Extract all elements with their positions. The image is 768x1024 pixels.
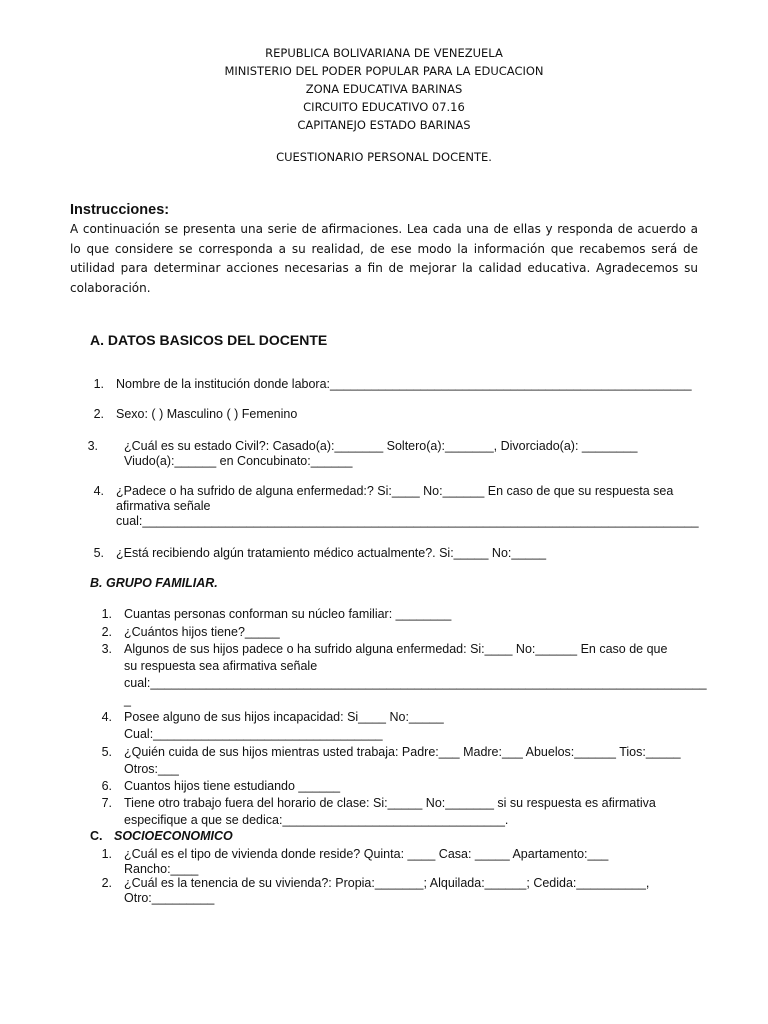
question-text: Rancho:____ (124, 862, 199, 876)
question-number: 1. (93, 377, 104, 391)
question-number: 7. (101, 796, 112, 810)
section-c-label: C. (90, 829, 103, 843)
question-number: 2. (101, 625, 112, 639)
header-line-1: REPUBLICA BOLIVARIANA DE VENEZUELA (265, 46, 503, 60)
instructions-text: A continuación se presenta una serie de afirmaciones. Lea cada una de ellas y responda de acuerdo a lo que considere se corresponda a su realidad, de ese modo la información que recabemos será de utilidad para determinar acciones necesarias a fin de mejorar la calidad educativa. Agradecemos su colaboración. (70, 222, 698, 295)
question-text: ¿Quién cuida de sus hijos mientras usted trabaja: Padre:___ Madre:___ Abuelos:______ Tios:_____ (124, 745, 681, 759)
question-text: su respuesta sea afirmativa señale (124, 659, 318, 673)
instructions-heading: Instrucciones: (70, 202, 170, 218)
question-text: ¿Está recibiendo algún tratamiento médico actualmente?. Si:_____ No:_____ (116, 546, 547, 560)
document-title: CUESTIONARIO PERSONAL DOCENTE. (276, 150, 492, 164)
question-number: 3. (87, 439, 98, 453)
question-text: Nombre de la institución donde labora:____________________________________________________ (116, 377, 692, 391)
question-number: 3. (101, 642, 112, 656)
question-text: Viudo(a):______ en Concubinato:______ (124, 454, 353, 468)
section-a-title: A. DATOS BASICOS DEL DOCENTE (90, 332, 328, 348)
question-text: afirmativa señale (116, 499, 211, 513)
question-text: Sexo: ( ) Masculino ( ) Femenino (116, 407, 298, 421)
question-text: Otros:___ (124, 762, 179, 776)
question-text: ¿Cuál es el tipo de vivienda donde reside? Quinta: ____ Casa: _____ Apartamento:___ (124, 847, 609, 861)
question-text: Tiene otro trabajo fuera del horario de clase: Si:_____ No:_______ si su respuesta es afirmativa (124, 796, 656, 810)
header-line-5: CAPITANEJO ESTADO BARINAS (297, 118, 471, 132)
header-line-2: MINISTERIO DEL PODER POPULAR PARA LA EDUCACION (224, 64, 544, 78)
question-number: 1. (101, 847, 112, 861)
section-c-title (90, 829, 233, 843)
header-line-4: CIRCUITO EDUCATIVO 07.16 (303, 100, 465, 114)
document-header (0, 44, 768, 134)
section-b-title: B. GRUPO FAMILIAR. (90, 576, 218, 590)
question-text: _ (124, 693, 131, 707)
header-line-3: ZONA EDUCATIVA BARINAS (305, 82, 463, 96)
question-text: Posee alguno de sus hijos incapacidad: Si____ No:_____ (124, 710, 444, 724)
question-text: Cuantos hijos tiene estudiando ______ (124, 779, 341, 793)
question-text: especifique a que se dedica:________________________________. (124, 813, 509, 827)
question-number: 5. (101, 745, 112, 759)
question-text: ¿Cuál es la tenencia de su vivienda?: Propia:_______; Alquilada:______; Cedida:__________, (124, 876, 650, 890)
question-text: Cuantas personas conforman su núcleo familiar: ________ (124, 607, 452, 621)
question-text: ¿Cuál es su estado Civil?: Casado(a):_______ Soltero(a):_______, Divorciado(a): ________ (124, 439, 638, 453)
question-text: cual:________________________________________________________________________________ (124, 676, 707, 690)
question-text: ¿Cuántos hijos tiene?_____ (124, 625, 280, 639)
section-c-name: SOCIOECONOMICO (114, 829, 233, 843)
question-number: 5. (93, 546, 104, 560)
question-text: Algunos de sus hijos padece o ha sufrido alguna enfermedad: Si:____ No:______ En caso de que (124, 642, 668, 656)
question-text: Cual:_________________________________ (124, 727, 383, 741)
question-number: 6. (101, 779, 112, 793)
question-text: ¿Padece o ha sufrido de alguna enfermedad:? Si:____ No:______ En caso de que su respuesta sea (116, 484, 674, 498)
question-number: 4. (101, 710, 112, 724)
question-text: cual:________________________________________________________________________________ (116, 514, 699, 528)
question-text: Otro:_________ (124, 891, 215, 905)
question-number: 1. (101, 607, 112, 621)
question-number: 2. (101, 876, 112, 890)
question-number: 4. (93, 484, 104, 498)
question-number: 2. (93, 407, 104, 421)
